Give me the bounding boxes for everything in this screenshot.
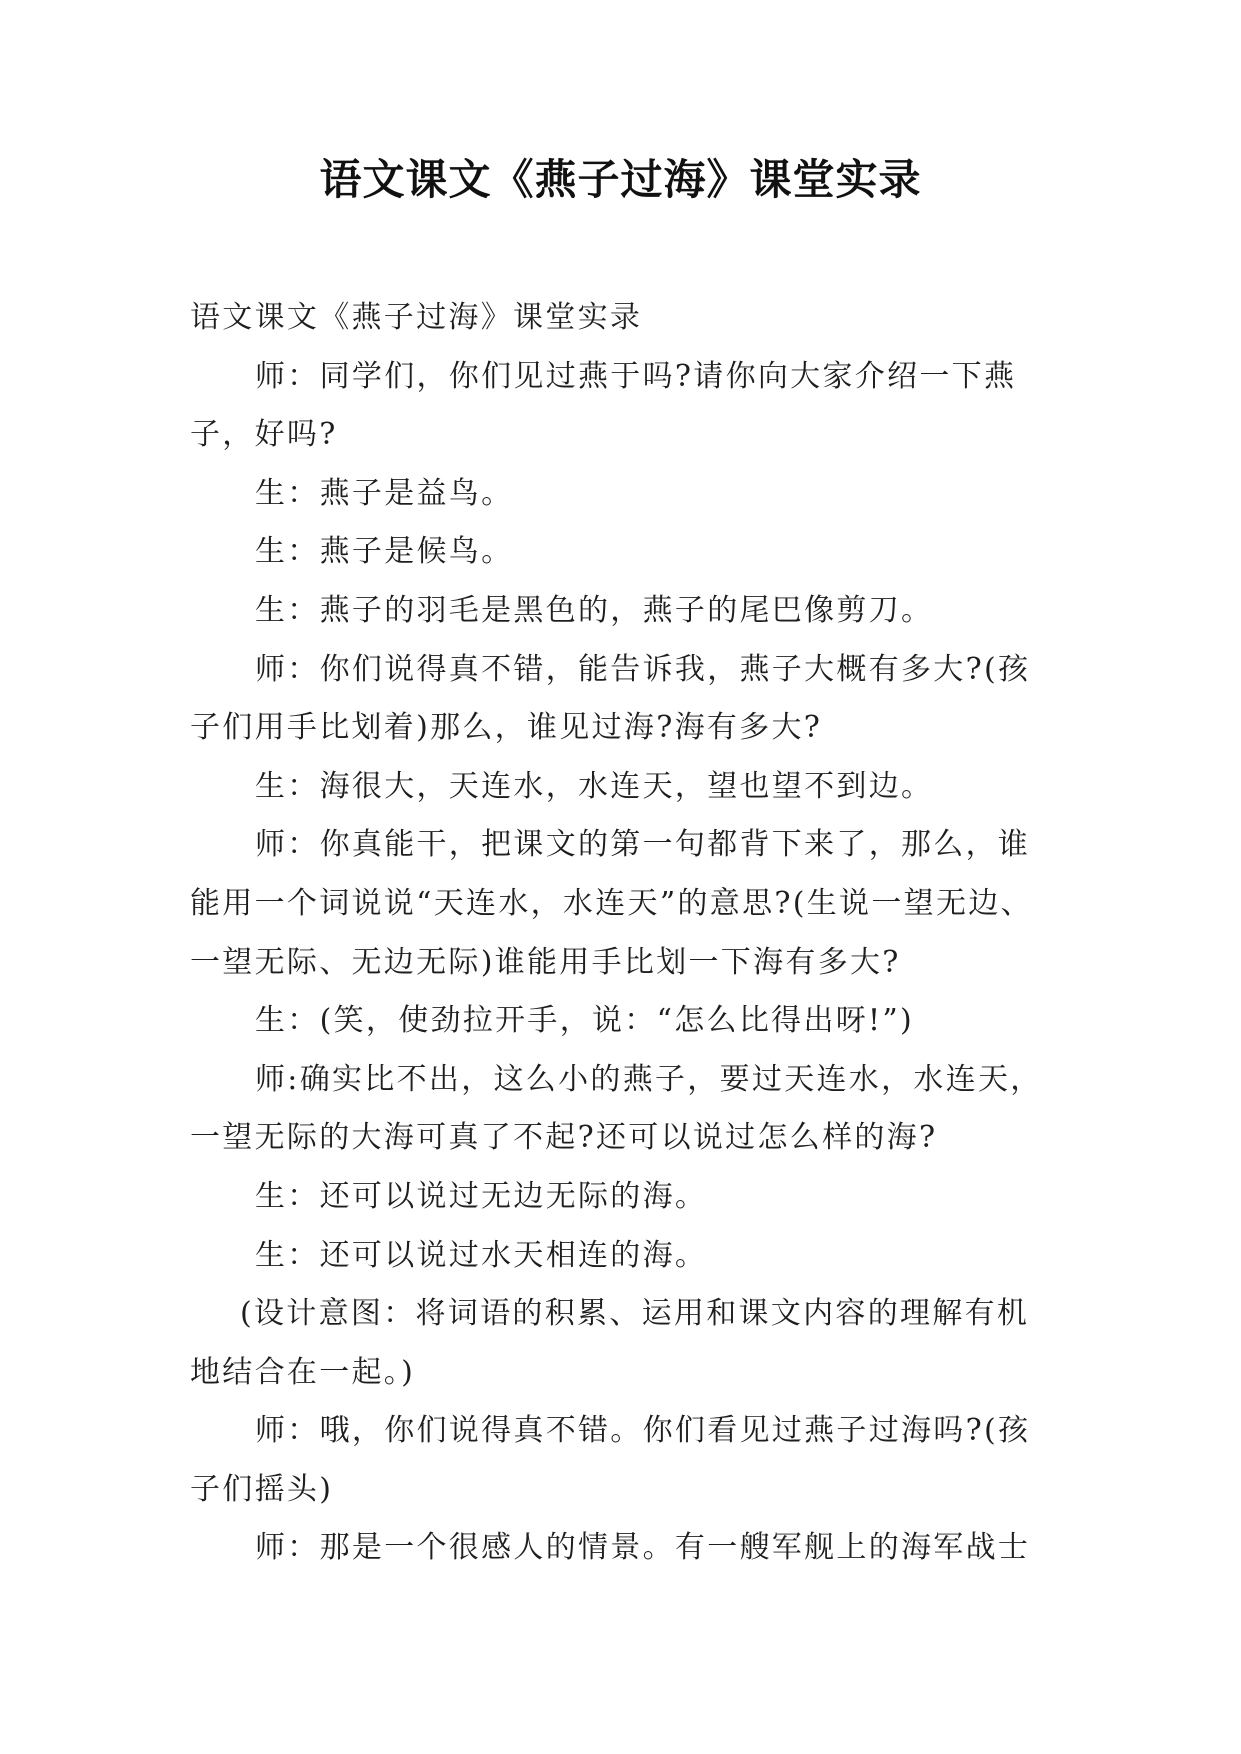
paragraph-design-note: (设计意图：将词语的积累、运用和课文内容的理解有机地结合在一起。)	[190, 1296, 1030, 1390]
paragraph: 生：(笑，使劲拉开手，说：“怎么比得出呀!”)	[255, 1003, 915, 1039]
paragraph: 师：你们说得真不错，能告诉我，燕子大概有多大?(孩子们用手比划着)那么，谁见过海?海有多大?	[190, 651, 1031, 746]
paragraph: 师：哦，你们说得真不错。你们看见过燕子过海吗?(孩子们摇头)	[190, 1413, 1031, 1507]
paragraph: 师：你真能干，把课文的第一句都背下来了，那么，谁能用一个词说说“天连水，水连天”的意思?(生说一望无边、一望无际、无边无际)谁能用手比划一下海有多大?	[190, 827, 1033, 980]
paragraph: 生：还可以说过无边无际的海。	[255, 1178, 708, 1214]
paragraph-subtitle: 语文课文《燕子过海》课堂实录	[190, 300, 643, 335]
paragraph: 生：还可以说过水天相连的海。	[255, 1237, 708, 1273]
document-title: 语文课文《燕子过海》课堂实录	[319, 155, 922, 204]
paragraph: 师：那是一个很感人的情景。有一艘军舰上的海军战士	[255, 1530, 1031, 1566]
paragraph: 师：同学们，你们见过燕于吗?请你向大家介绍一下燕子，好吗?	[190, 358, 1017, 453]
paragraph: 生：燕子是益鸟。	[255, 475, 514, 511]
document-body	[190, 289, 1052, 1578]
paragraph: 生：海很大，天连水，水连天，望也望不到边。	[255, 768, 934, 804]
paragraph: 生：燕子的羽毛是黑色的，燕子的尾巴像剪刀。	[255, 592, 934, 628]
paragraph: 生：燕子是候鸟。	[255, 534, 514, 570]
paragraph: 师:确实比不出，这么小的燕子，要过天连水，水连天，一望无际的大海可真了不起?还可以说过怎么样的海?	[190, 1061, 1043, 1156]
